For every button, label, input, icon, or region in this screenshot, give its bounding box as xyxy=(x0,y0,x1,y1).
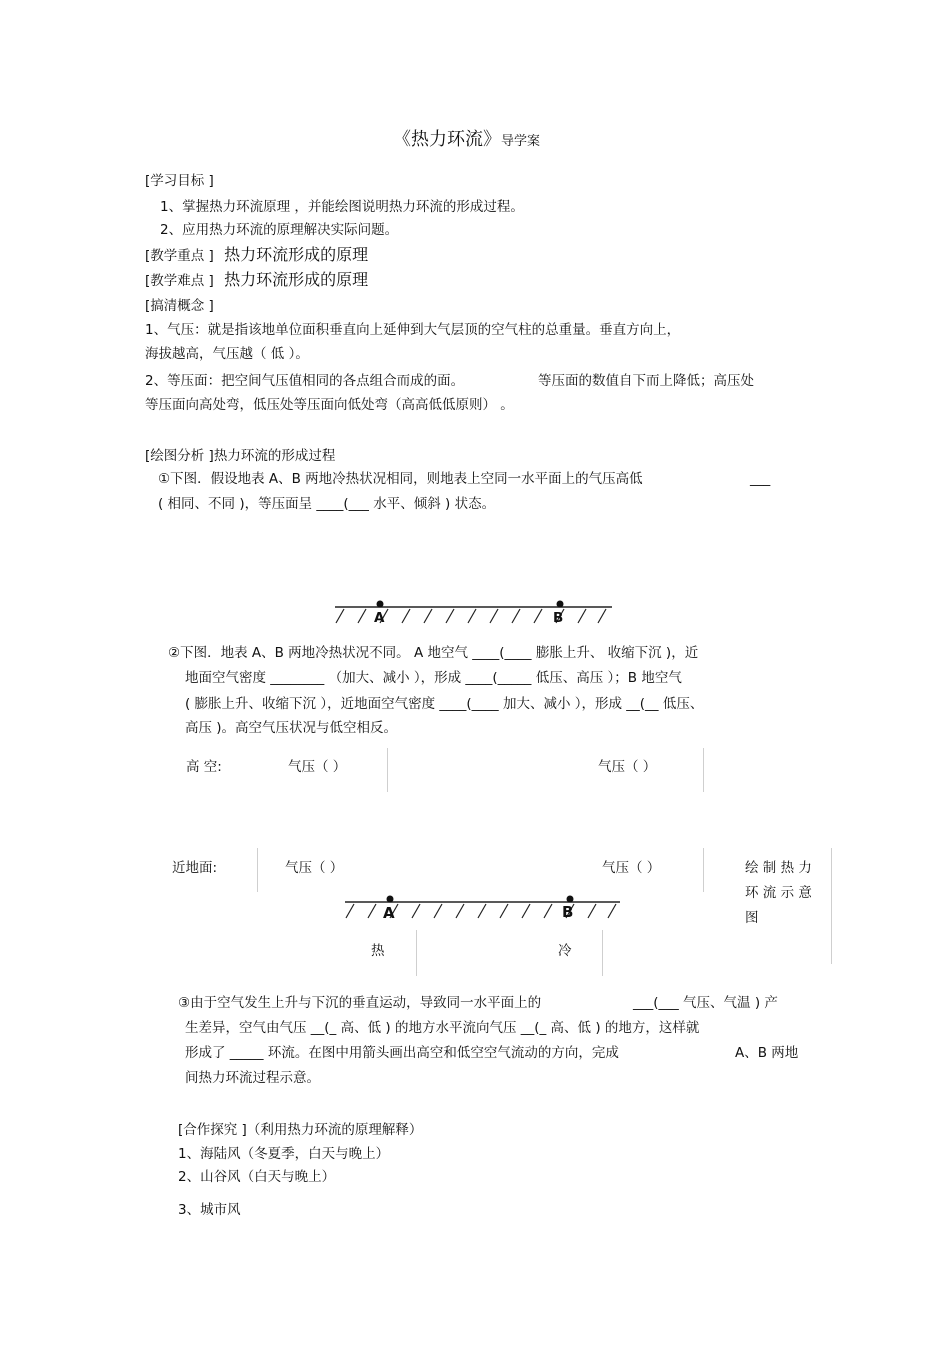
analysis-heading: [绘图分析 ]热力环流的形成过程 xyxy=(145,448,336,464)
concept-1-line-2: 海拔越高，气压越（ 低 ）。 xyxy=(145,346,309,362)
question-3-line-1a: ③由于空气发生上升与下沉的垂直运动，导致同一水平面上的 xyxy=(178,995,542,1011)
concept-2-line-1b: 等压面的数值自下而上降低；高压处 xyxy=(538,373,754,389)
focus-row xyxy=(145,246,368,265)
page-title xyxy=(393,131,540,151)
high-pressure-b: 气压（ ） xyxy=(598,759,657,775)
divider-line xyxy=(387,748,388,792)
diagram-1-point-a: A xyxy=(374,610,385,626)
diagram-2-point-a: A xyxy=(383,904,395,922)
difficulty-label: [教学难点 ] xyxy=(145,273,214,289)
difficulty-text: 热力环流形成的原理 xyxy=(224,270,369,289)
focus-label: [教学重点 ] xyxy=(145,248,214,264)
diagram-1-point-b: B xyxy=(553,610,564,626)
cooperate-item-2: 2、山谷风（白天与晚上） xyxy=(178,1169,336,1185)
ground-pressure-b: 气压（ ） xyxy=(602,860,661,876)
ground-level-label: 近地面: xyxy=(172,860,218,876)
high-altitude-label: 高 空: xyxy=(186,759,222,775)
concept-2-line-1a: 2、等压面：把空间气压值相同的各点组合而成的面。 xyxy=(145,373,465,389)
divider-line xyxy=(703,848,704,892)
high-pressure-a: 气压（ ） xyxy=(288,759,347,775)
question-2-line-3: ( 膨胀上升、收缩下沉 ），近地面空气密度 ____(____ 加大、减小 ），形成 __(__ 低压、 xyxy=(185,696,704,712)
question-3-line-1b: ___(___ 气压、气温 ) 产 xyxy=(633,995,778,1011)
side-note-line-3: 图 xyxy=(745,910,759,926)
divider-line xyxy=(831,848,832,964)
ground-pressure-a: 气压（ ） xyxy=(285,860,344,876)
cold-label: 冷 xyxy=(558,943,572,959)
question-1-line-2: ( 相同、不同 )，等压面呈 ____(___ 水平、倾斜 ) 状态。 xyxy=(158,496,496,512)
diagram-2-point-b: B xyxy=(562,903,574,921)
cooperate-item-1: 1、海陆风（冬夏季，白天与晚上） xyxy=(178,1146,390,1162)
question-3-line-3b: A、B 两地 xyxy=(735,1045,799,1061)
side-note-line-1: 绘 制 热 力 xyxy=(745,860,812,876)
question-2-line-1: ②下图．地表 A、B 两地冷热状况不同。 A 地空气 ____(____ 膨胀上升、 收缩下沉 )，近 xyxy=(168,645,699,661)
cooperate-item-3: 3、城市风 xyxy=(178,1202,241,1218)
concept-2-line-2: 等压面向高处弯，低压处等压面向低处弯（高高低低原则） 。 xyxy=(145,397,514,413)
question-2-line-4: 高压 )。高空气压状况与低空相反。 xyxy=(185,720,398,736)
difficulty-row xyxy=(145,271,368,290)
question-2-line-2: 地面空气密度 ________ （加大、减小 ），形成 ____(_____ 低压、高压 ）；B 地空气 xyxy=(185,670,682,686)
divider-line xyxy=(703,748,704,792)
concepts-heading: [搞清概念 ] xyxy=(145,298,214,314)
question-1-blank: ___ xyxy=(750,471,771,487)
objectives-heading: [学习目标 ] xyxy=(145,173,214,189)
question-3-line-3a: 形成了 _____ 环流。在图中用箭头画出高空和低空空气流动的方向，完成 xyxy=(185,1045,619,1061)
divider-line xyxy=(416,930,417,976)
concept-1-line-1: 1、气压：就是指该地单位面积垂直向上延伸到大气层顶的空气柱的总重量。垂直方向上， xyxy=(145,322,681,338)
title-sub: 导学案 xyxy=(501,134,541,149)
objective-item-1: 1、掌握热力环流原理 ，并能绘图说明热力环流的形成过程。 xyxy=(160,199,524,215)
cooperate-heading: [合作探究 ]（利用热力环流的原理解释） xyxy=(178,1122,423,1138)
focus-text: 热力环流形成的原理 xyxy=(224,245,369,264)
side-note-line-2: 环 流 示 意 xyxy=(745,885,812,901)
hot-label: 热 xyxy=(371,943,385,959)
question-3-line-4: 间热力环流过程示意。 xyxy=(185,1070,320,1086)
objective-item-2: 2、应用热力环流的原理解决实际问题。 xyxy=(160,222,399,238)
question-3-line-2: 生差异，空气由气压 __(_ 高、低 ) 的地方水平流向气压 __(_ 高、低 ) 的地方，这样就 xyxy=(185,1020,700,1036)
divider-line xyxy=(602,930,603,976)
title-main: 《热力环流》 xyxy=(393,129,501,150)
divider-line xyxy=(257,848,258,892)
question-1-line-1: ①下图．假设地表 A、B 两地冷热状况相同，则地表上空同一水平面上的气压高低 xyxy=(158,471,643,487)
